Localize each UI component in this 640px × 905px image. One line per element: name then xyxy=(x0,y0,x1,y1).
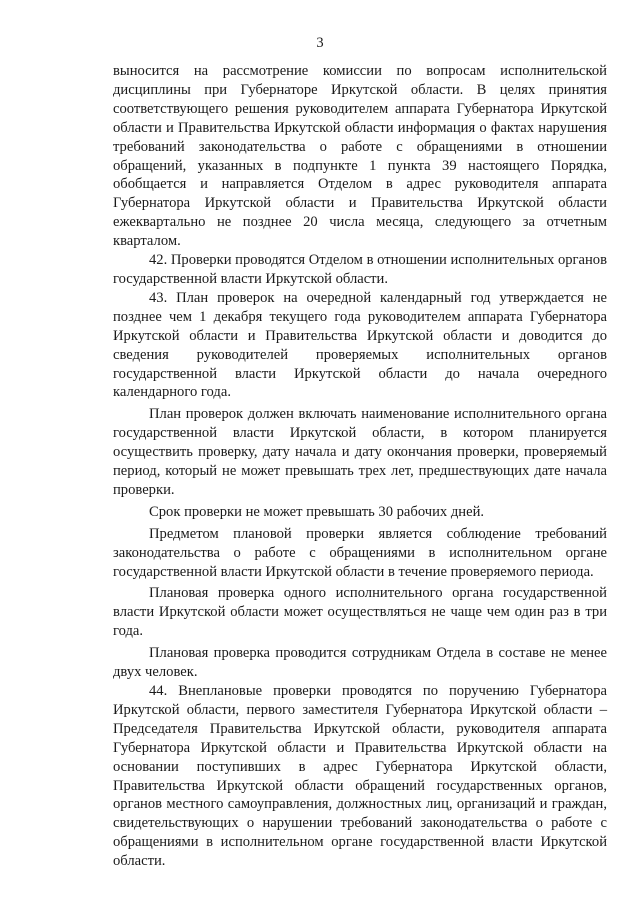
paragraph-item-43: 43. План проверок на очередной календарный год утверждается не позднее чем 1 декабря текущего года руководителем аппарата Губернатора Иркутской области и Правительства Иркутской области и доводится до сведения руководителей проверяемых исполнительных органов государственной власти Иркутской области до начала очередного календарного года. xyxy=(113,289,607,401)
paragraph-item-44: 44. Внеплановые проверки проводятся по поручению Губернатора Иркутской области, первого заместителя Губернатора Иркутской области – Председателя Правительства Иркутской области, руководителя аппарата Губернатора Иркутской области и Правительства Иркутской области на основании поступивших в адрес Губернатора Иркутской области, Правительства Иркутской области обращений государственных органов, органов местного самоуправления, должностных лиц, организаций и граждан, свидетельствующих о нарушении требований законодательства о работе с обращениями в исполнительном органе государственной власти Иркутской области. xyxy=(113,683,607,870)
paragraph-item-42: 42. Проверки проводятся Отделом в отношении исполнительных органов государственной власти Иркутской области. xyxy=(113,252,607,287)
paragraph-check-duration: Срок проверки не может превышать 30 рабочих дней. xyxy=(149,503,485,520)
paragraph-plan-contents: План проверок должен включать наименование исполнительного органа государственной власти Иркутской области, в котором планируется осуществить проверку, дату начала и дату окончания проверки, проверяемый период, который не может превышать трех лет, предшествующих дате начала проверки. xyxy=(113,406,607,498)
document-body xyxy=(113,62,607,871)
paragraph-check-staff: Плановая проверка проводится сотрудникам Отдела в составе не менее двух человек. xyxy=(113,645,607,681)
paragraph-check-frequency: Плановая проверка одного исполнительного органа государственной власти Иркутской области может осуществляться не чаще чем один раз в три года. xyxy=(113,585,607,640)
page-number: 3 xyxy=(316,35,324,51)
paragraph-check-subject: Предметом плановой проверки является соблюдение требований законодательства о работе с обращениями в исполнительном органе государственной власти Иркутской области в течение проверяемого периода. xyxy=(113,525,607,580)
paragraph-continuation: выносится на рассмотрение комиссии по вопросам исполнительской дисциплины при Губернаторе Иркутской области. В целях принятия соответствующего решения руководителем аппарата Губернатора Иркутской области и Правительства Иркутской области информация о фактах нарушения требований законодательства о работе с обращениями в отношении обращений, указанных в подпункте 1 пункта 39 настоящего Порядка, обобщается и направляется Отделом в адрес руководителя аппарата Губернатора Иркутской области и Правительства Иркутской области ежеквартально не позднее 20 числа месяца, следующего за отчетным кварталом. xyxy=(113,63,607,250)
